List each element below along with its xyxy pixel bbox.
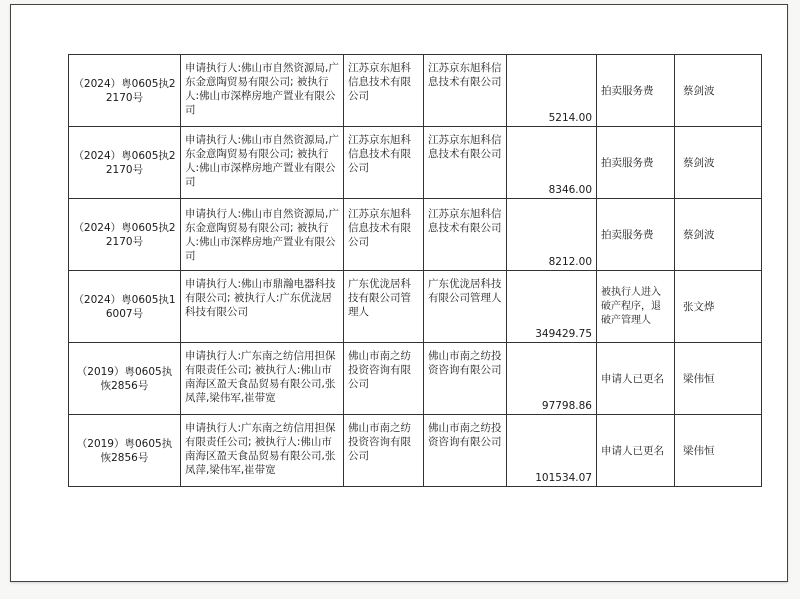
handler-cell: 蔡剑波 <box>675 199 762 271</box>
parties-cell: 申请执行人:广东南之纺信用担保有限责任公司; 被执行人:佛山市南海区盈天食品贸易有限公司,张凤萍,梁伟军,崔带宽 <box>181 415 344 487</box>
table-row <box>69 271 762 343</box>
account-name-cell: 佛山市南之纺投资咨询有限公司 <box>424 415 507 487</box>
account-name-cell: 佛山市南之纺投资咨询有限公司 <box>424 343 507 415</box>
account-name-cell: 江苏京东旭科信息技术有限公司 <box>424 127 507 199</box>
remark-cell: 拍卖服务费 <box>597 199 675 271</box>
case-number-cell: （2019）粤0605执恢2856号 <box>69 415 181 487</box>
payee-cell: 佛山市南之纺投资咨询有限公司 <box>344 343 424 415</box>
handler-cell: 梁伟恒 <box>675 415 762 487</box>
case-number-cell: （2024）粤0605执22170号 <box>69 127 181 199</box>
case-number-cell: （2024）粤0605执22170号 <box>69 55 181 127</box>
table-row <box>69 415 762 487</box>
amount-cell: 8212.00 <box>507 199 597 271</box>
case-number-cell: （2024）粤0605执16007号 <box>69 271 181 343</box>
remark-cell: 被执行人进入破产程序，退破产管理人 <box>597 271 675 343</box>
payee-cell: 江苏京东旭科信息技术有限公司 <box>344 55 424 127</box>
payee-cell: 佛山市南之纺投资咨询有限公司 <box>344 415 424 487</box>
parties-cell: 申请执行人:佛山市自然资源局,广东金意陶贸易有限公司; 被执行人:佛山市深桦房地产置业有限公司 <box>181 199 344 271</box>
amount-cell: 8346.00 <box>507 127 597 199</box>
case-number-cell: （2024）粤0605执22170号 <box>69 199 181 271</box>
case-number-cell: （2019）粤0605执恢2856号 <box>69 343 181 415</box>
account-name-cell: 江苏京东旭科信息技术有限公司 <box>424 55 507 127</box>
handler-cell: 蔡剑波 <box>675 127 762 199</box>
parties-cell: 申请执行人:佛山市自然资源局,广东金意陶贸易有限公司; 被执行人:佛山市深桦房地产置业有限公司 <box>181 55 344 127</box>
account-name-cell: 江苏京东旭科信息技术有限公司 <box>424 199 507 271</box>
payee-cell: 广东优泷居科技有限公司管理人 <box>344 271 424 343</box>
amount-cell: 5214.00 <box>507 55 597 127</box>
parties-cell: 申请执行人:佛山市自然资源局,广东金意陶贸易有限公司; 被执行人:佛山市深桦房地产置业有限公司 <box>181 127 344 199</box>
remark-cell: 申请人已更名 <box>597 343 675 415</box>
payee-cell: 江苏京东旭科信息技术有限公司 <box>344 199 424 271</box>
amount-cell: 97798.86 <box>507 343 597 415</box>
remark-cell: 申请人已更名 <box>597 415 675 487</box>
document-page <box>10 4 788 582</box>
refund-table <box>68 54 762 487</box>
amount-cell: 101534.07 <box>507 415 597 487</box>
table-row <box>69 343 762 415</box>
account-name-cell: 广东优泷居科技有限公司管理人 <box>424 271 507 343</box>
table-row <box>69 199 762 271</box>
handler-cell: 张文烨 <box>675 271 762 343</box>
amount-cell: 349429.75 <box>507 271 597 343</box>
parties-cell: 申请执行人:广东南之纺信用担保有限责任公司; 被执行人:佛山市南海区盈天食品贸易有限公司,张凤萍,梁伟军,崔带宽 <box>181 343 344 415</box>
table-row <box>69 127 762 199</box>
table-row <box>69 55 762 127</box>
parties-cell: 申请执行人:佛山市鼎瀚电器科技有限公司; 被执行人:广东优泷居科技有限公司 <box>181 271 344 343</box>
handler-cell: 蔡剑波 <box>675 55 762 127</box>
remark-cell: 拍卖服务费 <box>597 55 675 127</box>
handler-cell: 梁伟恒 <box>675 343 762 415</box>
payee-cell: 江苏京东旭科信息技术有限公司 <box>344 127 424 199</box>
remark-cell: 拍卖服务费 <box>597 127 675 199</box>
